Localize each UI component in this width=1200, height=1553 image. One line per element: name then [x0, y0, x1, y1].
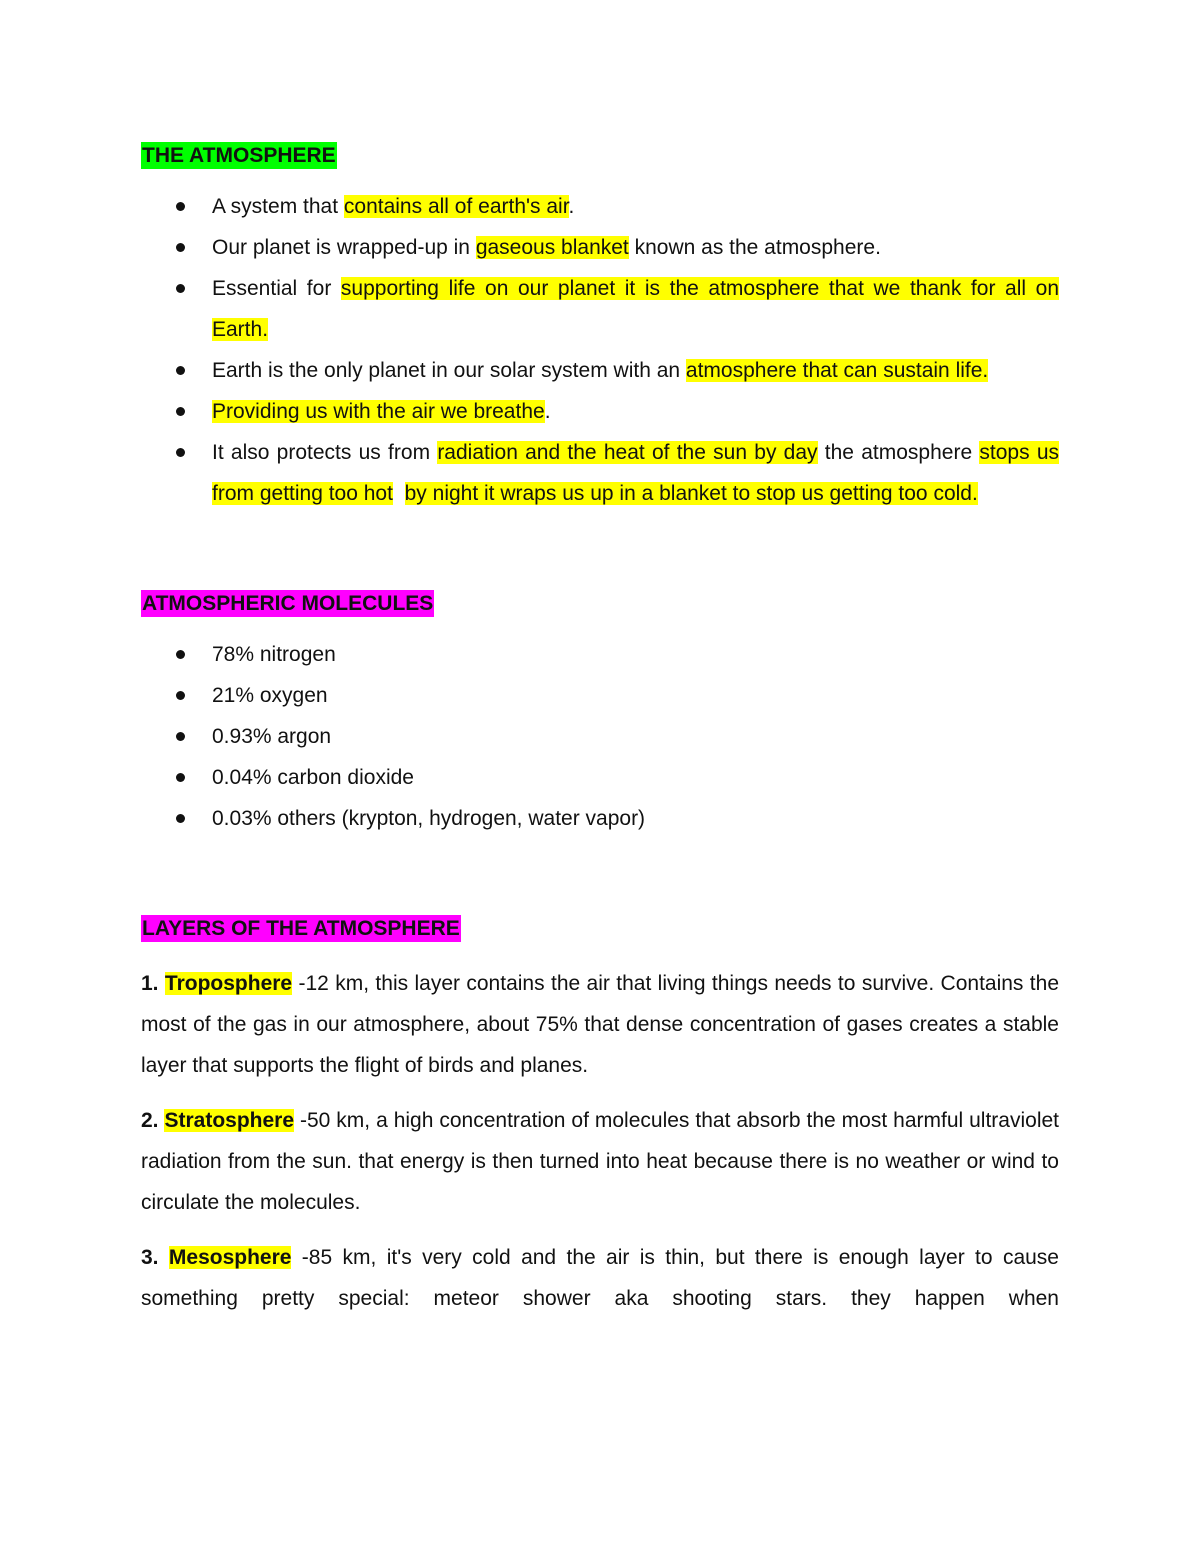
layer-troposphere: [141, 963, 1059, 1086]
layer-number: 1.: [141, 972, 159, 995]
list-item: 78% nitrogen: [141, 634, 1059, 675]
list-item: Providing us with the air we breathe.: [141, 391, 1059, 432]
heading-text: THE ATMOSPHERE: [142, 144, 336, 167]
layer-description: -12 km, this layer contains the air that living things needs to survive. Contains the most of the gas in our atmosphere, about 75% that dense concentration of gases creates a stable layer that supports the flight of birds and planes.: [141, 972, 1060, 1077]
layer-number: 3.: [141, 1246, 159, 1269]
layer-description: -85 km, it's very cold and the air is thin, but there is enough layer to cause something pretty special: meteor shower aka shooting stars. they happen when: [141, 1246, 1059, 1310]
heading-text: LAYERS OF THE ATMOSPHERE: [142, 917, 460, 940]
layer-description: -50 km, a high concentration of molecules that absorb the most harmful ultraviolet radiation from the sun. that energy is then turned into heat because there is no weather or wind to circulate the molecules.: [141, 1109, 1059, 1214]
list-item: Earth is the only planet in our solar system with an atmosphere that can sustain life.: [141, 350, 1059, 391]
list-item: 21% oxygen: [141, 675, 1059, 716]
list-item: 0.93% argon: [141, 716, 1059, 757]
atmosphere-bullet-list: [141, 186, 1059, 514]
layer-name: Mesosphere: [168, 1246, 292, 1269]
document-page: [141, 138, 1059, 1319]
heading-text: ATMOSPHERIC MOLECULES: [142, 592, 434, 615]
molecules-bullet-list: [141, 634, 1059, 839]
list-item: Essential for supporting life on our planet it is the atmosphere that we thank for all on Earth.: [141, 268, 1059, 350]
layer-name: Stratosphere: [164, 1109, 295, 1132]
layer-mesosphere: [141, 1237, 1059, 1319]
list-item: 0.04% carbon dioxide: [141, 757, 1059, 798]
heading-the-atmosphere: [141, 138, 1059, 174]
list-item: A system that contains all of earth's air.: [141, 186, 1059, 227]
heading-atmospheric-molecules: [141, 586, 1059, 622]
list-item: It also protects us from radiation and the heat of the sun by day the atmosphere stops us from getting too hot by night it wraps us up in a blanket to stop us getting too cold.: [141, 432, 1059, 514]
layer-number: 2.: [141, 1109, 159, 1132]
list-item: 0.03% others (krypton, hydrogen, water vapor): [141, 798, 1059, 839]
list-item: Our planet is wrapped-up in gaseous blanket known as the atmosphere.: [141, 227, 1059, 268]
heading-layers-of-the-atmosphere: [141, 911, 1059, 947]
layer-name: Troposphere: [164, 972, 293, 995]
layer-stratosphere: [141, 1100, 1059, 1223]
